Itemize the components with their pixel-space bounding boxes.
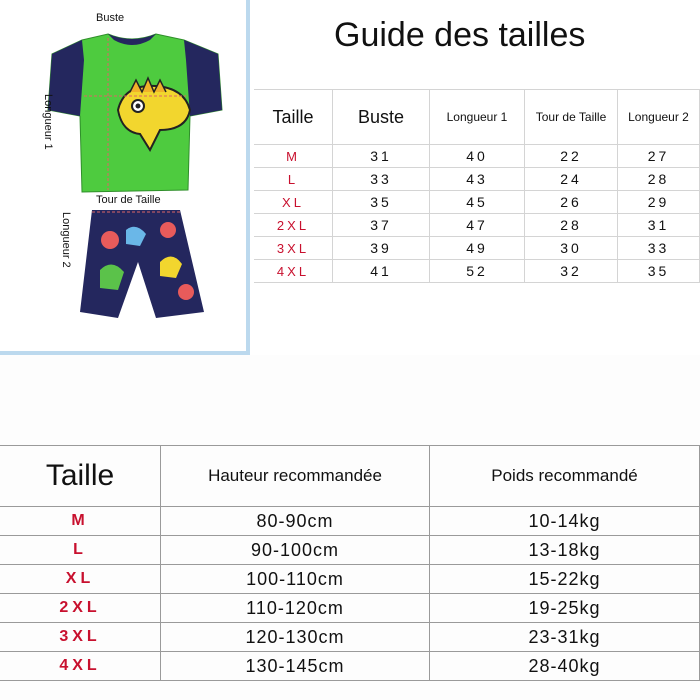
table-row <box>254 237 700 260</box>
weight-cell: 13-18kg <box>430 536 700 565</box>
longueur2-cell: 29 <box>618 191 700 214</box>
size-cell: XL <box>254 191 333 214</box>
product-image-panel <box>0 0 250 355</box>
buste-cell: 39 <box>333 237 430 260</box>
page-title: Guide des tailles <box>334 16 586 54</box>
size-cell: 4XL <box>254 260 333 283</box>
header-longueur2: Longueur 2 <box>618 90 700 145</box>
header-hauteur: Hauteur recommandée <box>161 446 430 507</box>
tour-cell: 32 <box>525 260 618 283</box>
tour-de-taille-label: Tour de Taille <box>96 194 161 206</box>
buste-label: Buste <box>96 12 125 24</box>
longueur2-cell: 33 <box>618 237 700 260</box>
size-cell: 2XL <box>254 214 333 237</box>
longueur2-cell: 31 <box>618 214 700 237</box>
swimsuit-illustration <box>0 0 246 351</box>
table-row <box>0 594 700 623</box>
longueur2-cell: 27 <box>618 145 700 168</box>
size-cell: XL <box>0 565 161 594</box>
recommendation-table <box>0 445 700 681</box>
table-row <box>0 652 700 681</box>
height-cell: 100-110cm <box>161 565 430 594</box>
header-tour-de-taille: Tour de Taille <box>525 90 618 145</box>
size-cell: 4XL <box>0 652 161 681</box>
tour-cell: 24 <box>525 168 618 191</box>
longueur1-label: Longueur 1 <box>42 94 54 150</box>
tour-cell: 26 <box>525 191 618 214</box>
table-row <box>254 260 700 283</box>
table-row <box>254 145 700 168</box>
size-cell: 2XL <box>0 594 161 623</box>
buste-cell: 37 <box>333 214 430 237</box>
size-cell: M <box>0 507 161 536</box>
weight-cell: 10-14kg <box>430 507 700 536</box>
longueur1-cell: 52 <box>430 260 525 283</box>
longueur1-cell: 40 <box>430 145 525 168</box>
buste-cell: 33 <box>333 168 430 191</box>
height-cell: 90-100cm <box>161 536 430 565</box>
header-poids: Poids recommandé <box>430 446 700 507</box>
longueur2-cell: 35 <box>618 260 700 283</box>
size-cell: 3XL <box>254 237 333 260</box>
header-buste: Buste <box>333 90 430 145</box>
longueur2-label: Longueur 2 <box>60 212 72 268</box>
table-row <box>254 168 700 191</box>
header-longueur1: Longueur 1 <box>430 90 525 145</box>
height-cell: 80-90cm <box>161 507 430 536</box>
header-taille: Taille <box>0 446 161 507</box>
size-cell: 3XL <box>0 623 161 652</box>
longueur1-cell: 49 <box>430 237 525 260</box>
weight-cell: 23-31kg <box>430 623 700 652</box>
height-cell: 110-120cm <box>161 594 430 623</box>
table-row <box>0 536 700 565</box>
size-cell: L <box>254 168 333 191</box>
weight-cell: 19-25kg <box>430 594 700 623</box>
height-cell: 120-130cm <box>161 623 430 652</box>
longueur1-cell: 45 <box>430 191 525 214</box>
longueur1-cell: 47 <box>430 214 525 237</box>
height-cell: 130-145cm <box>161 652 430 681</box>
size-table <box>254 89 700 283</box>
tour-cell: 22 <box>525 145 618 168</box>
weight-cell: 28-40kg <box>430 652 700 681</box>
buste-cell: 35 <box>333 191 430 214</box>
buste-cell: 31 <box>333 145 430 168</box>
size-cell: M <box>254 145 333 168</box>
table-row <box>0 565 700 594</box>
table-row <box>0 507 700 536</box>
tour-cell: 30 <box>525 237 618 260</box>
size-cell: L <box>0 536 161 565</box>
reco-table-header <box>0 446 700 507</box>
header-taille: Taille <box>254 90 333 145</box>
longueur2-cell: 28 <box>618 168 700 191</box>
buste-cell: 41 <box>333 260 430 283</box>
tour-cell: 28 <box>525 214 618 237</box>
table-row <box>254 214 700 237</box>
table-row <box>0 623 700 652</box>
longueur1-cell: 43 <box>430 168 525 191</box>
table-row <box>254 191 700 214</box>
size-table-header <box>254 90 700 145</box>
weight-cell: 15-22kg <box>430 565 700 594</box>
